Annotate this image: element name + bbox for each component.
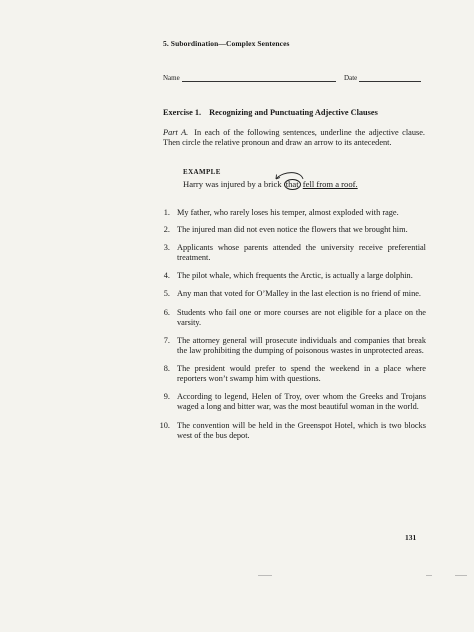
instructions-text: In each of the following sentences, underline the adjective clause. Then circle the relative pronoun and draw an arrow to its antecedent. (163, 128, 425, 148)
exercise-items (158, 208, 426, 442)
example-label: EXAMPLE (183, 168, 221, 176)
list-item (158, 421, 426, 441)
scan-mark (455, 575, 467, 576)
item-number: 3. (163, 243, 170, 253)
list-item (158, 392, 426, 412)
item-number: 2. (163, 225, 170, 235)
list-item (158, 208, 426, 218)
list-item (158, 336, 426, 356)
item-sentence: The pilot whale, which frequents the Arctic, is actually a large dolphin. (177, 271, 413, 281)
part-label: Part A. (163, 128, 189, 137)
example-relative-pronoun: that (285, 179, 299, 189)
name-field-line[interactable] (182, 74, 336, 82)
item-sentence: Any man that voted for O’Malley in the last election is no friend of mine. (177, 289, 422, 299)
scan-mark (426, 575, 432, 576)
item-sentence: The convention will be held in the Greenspot Hotel, which is two blocks west of the bus depot. (177, 421, 426, 441)
list-item (158, 308, 426, 328)
item-number: 7. (163, 335, 170, 345)
exercise-heading: Recognizing and Punctuating Adjective Clauses (209, 108, 378, 117)
name-label: Name (163, 74, 180, 82)
item-sentence: My father, who rarely loses his temper, almost exploded with rage. (177, 208, 399, 217)
example-clause: fell from a roof. (302, 179, 358, 189)
chapter-header: 5. Subordination—Complex Sentences (163, 39, 290, 48)
date-label: Date (344, 74, 358, 82)
list-item (158, 364, 426, 384)
list-item (158, 225, 426, 235)
name-date-row (163, 74, 421, 82)
item-number: 4. (163, 271, 170, 281)
item-sentence: According to legend, Helen of Troy, over whom the Greeks and Trojans waged a long and bitter war, was the most beautiful woman in the world. (177, 392, 426, 412)
item-number: 6. (163, 307, 170, 317)
example-before: Harry was injured by a brick (183, 179, 282, 189)
instructions (163, 128, 425, 148)
exercise-number: Exercise 1. (163, 108, 202, 117)
item-sentence: The injured man did not even notice the flowers that we brought him. (177, 225, 408, 235)
item-sentence: The president would prefer to spend the weekend in a place where reporters won’t swamp him with questions. (177, 363, 426, 384)
item-number: 1. (163, 208, 170, 217)
list-item (158, 271, 426, 281)
scan-mark (258, 575, 272, 576)
list-item (158, 243, 426, 263)
list-item (158, 289, 426, 299)
date-field-line[interactable] (359, 74, 421, 82)
item-sentence: Students who fail one or more courses are not eligible for a place on the varsity. (177, 307, 426, 327)
example-sentence (183, 179, 358, 190)
item-number: 8. (163, 363, 170, 373)
page-number: 131 (405, 533, 417, 542)
exercise-title (163, 108, 378, 117)
item-sentence: The attorney general will prosecute individuals and companies that break the law prohibiting the dumping of poisonous wastes in unprotected areas. (177, 335, 426, 355)
item-sentence: Applicants whose parents attended the university receive preferential treatment. (177, 243, 426, 263)
item-number: 5. (163, 289, 170, 299)
item-number: 9. (163, 392, 170, 402)
item-number: 10. (159, 421, 170, 431)
